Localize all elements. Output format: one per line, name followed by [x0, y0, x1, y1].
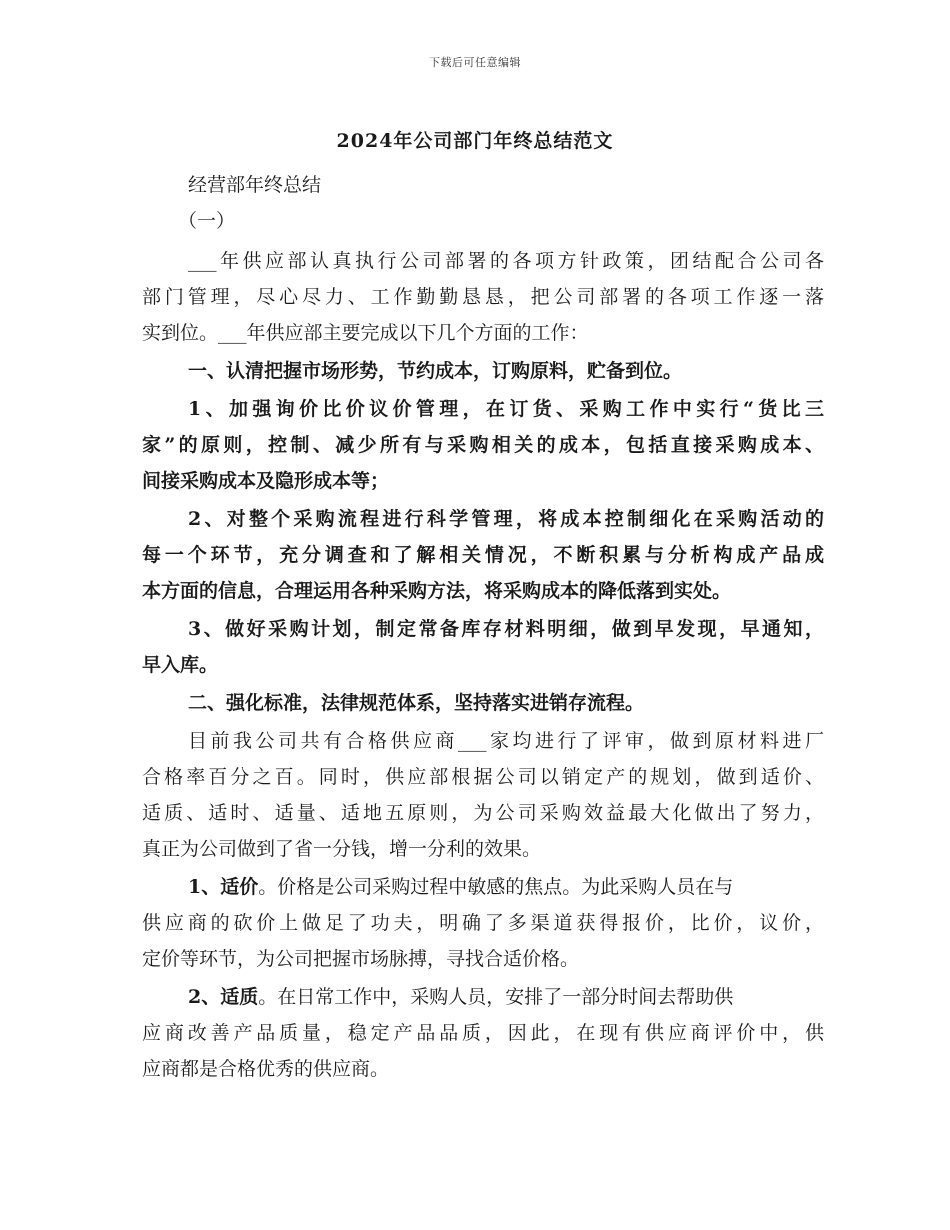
paragraph-line: 真正为公司做到了省一分钱，增一分利的效果。 [142, 838, 542, 860]
paragraph-line: 部门管理，尽心尽力、工作勤勤恳恳，把公司部署的各项工作逐一落 [142, 286, 824, 308]
paragraph-line: 定价等环节，为公司把握市场脉搏，寻找合适价格。 [142, 948, 580, 970]
heading-two: 二、强化标准，法律规范体系，坚持落实进销存流程。 [188, 692, 645, 714]
document-title: 2024年公司部门年终总结范文 [336, 130, 614, 152]
paragraph-line: 供应商的砍价上做足了功夫，明确了多渠道获得报价，比价，议价， [142, 912, 824, 934]
bold-paragraph-line: 本方面的信息，合理运用各种采购方法，将采购成本的降低落到实处。 [142, 580, 732, 602]
bold-paragraph-line: 1、加强询价比价议价管理，在订货、采购工作中实行“货比三 [188, 398, 824, 420]
bold-paragraph-line: 每一个环节，充分调查和了解相关情况，不断积累与分析构成产品成 [142, 544, 824, 566]
bold-paragraph-line: 2、对整个采购流程进行科学管理，将成本控制细化在采购活动的 [188, 508, 824, 530]
paragraph-line: 应商都是合格优秀的供应商。 [142, 1058, 390, 1080]
item-label: 2、适质 [188, 986, 259, 1008]
heading-one: 一、认清把握市场形势，节约成本，订购原料，贮备到位。 [188, 360, 683, 382]
bold-paragraph-line: 家”的原则，控制、减少所有与采购相关的成本，包括直接采购成本、 [142, 434, 824, 456]
paragraph-line: 实到位。___年供应部主要完成以下几个方面的工作： [142, 322, 589, 344]
bold-paragraph-line: 间接采购成本及隐形成本等； [142, 470, 390, 492]
section-heading: 经营部年终总结 [188, 174, 322, 196]
bold-paragraph-line: 早入库。 [142, 654, 219, 676]
paragraph-line [188, 872, 733, 902]
paragraph-line: 合格率百分之百。同时，供应部根据公司以销定产的规划，做到适价、 [142, 766, 824, 788]
bold-paragraph-line: 3、做好采购计划，制定常备库存材料明细，做到早发现，早通知， [188, 618, 824, 640]
paragraph-line: 目前我公司共有合格供应商___家均进行了评审，做到原材料进厂 [188, 730, 824, 752]
paragraph-line [188, 982, 733, 1012]
item-label: 1、适价 [188, 876, 259, 898]
paragraph-line: ___年供应部认真执行公司部署的各项方针政策，团结配合公司各 [188, 250, 824, 272]
paragraph-line: 适质、适时、适量、适地五原则，为公司采购效益最大化做出了努力， [142, 802, 824, 824]
subsection-label: （一） [178, 210, 236, 232]
header-note: 下载后可任意编辑 [429, 56, 521, 69]
item-text: 。在日常工作中，采购人员，安排了一部分时间去帮助供 [258, 986, 734, 1008]
item-text: 。价格是公司采购过程中敏感的焦点。为此采购人员在与 [258, 876, 734, 898]
paragraph-line: 应商改善产品质量，稳定产品品质，因此，在现有供应商评价中，供 [142, 1022, 824, 1044]
